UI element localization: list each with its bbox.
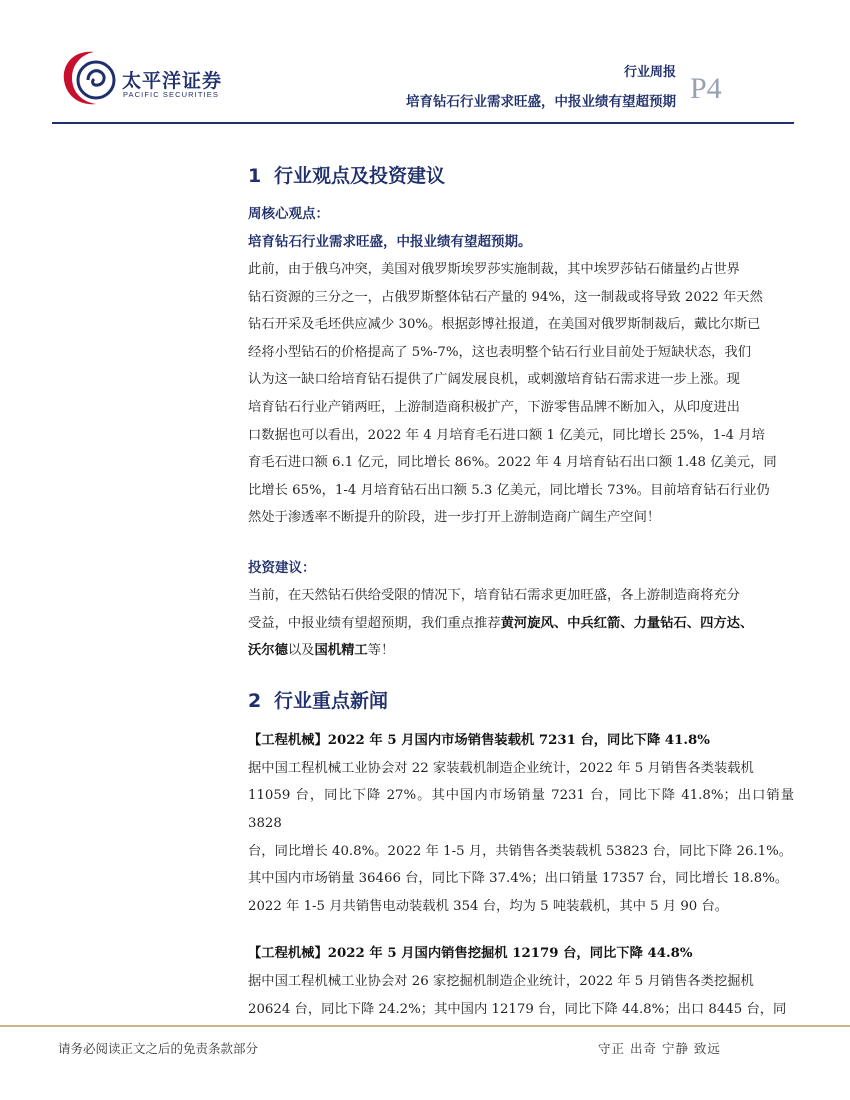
paragraph-line: 2022 年 1-5 月共销售电动装载机 354 台，均为 5 吨装载机，其中 5 月 90 台。 <box>248 898 729 914</box>
report-title: 培育钻石行业需求旺盛，中报业绩有望超预期 <box>406 94 676 110</box>
recommended-stock: 国机精工 <box>314 643 368 659</box>
header-divider <box>52 122 794 124</box>
investment-advice-paragraph <box>248 582 794 665</box>
paragraph-line: 此前，由于俄乌冲突，美国对俄罗斯埃罗莎实施制裁，其中埃罗莎钻石储量约占世界 <box>248 262 740 277</box>
footer-motto: 守正 出奇 宁静 致远 <box>598 1041 721 1056</box>
page-number: P4 <box>690 72 722 105</box>
advice-text: 以及 <box>287 643 315 659</box>
paragraph-line: 当前，在天然钻石供给受限的情况下，培育钻石需求更加旺盛，各上游制造商将充分 <box>248 587 740 603</box>
paragraph-line: 比增长 65%，1-4 月培育钻石出口额 5.3 亿美元，同比增长 73%。目前培育钻石行业仍 <box>248 482 770 498</box>
paragraph-line: 11059 台，同比下降 27%。其中国内市场销量 7231 台，同比下降 41.8%；出口销量 3828 <box>248 788 794 831</box>
paragraph-line: 经将小型钻石的价格提高了 5%-7%，这也表明整个钻石行业目前处于短缺状态，我们 <box>248 344 752 360</box>
paragraph-line <box>248 637 794 665</box>
main-content <box>248 160 794 1023</box>
section-number: 1 <box>248 165 262 187</box>
advice-text: 等！ <box>367 643 395 659</box>
section-2-heading <box>248 685 794 717</box>
paragraph-line: 20624 台，同比下降 24.2%；其中国内 12179 台，同比下降 44.8%；出口 8445 台，同 <box>248 1001 787 1017</box>
paragraph-line: 其中国内市场销量 36466 台，同比下降 37.4%；出口销量 17357 台，同比增长 18.8%。 <box>248 871 789 887</box>
report-type: 行业周报 <box>623 65 676 80</box>
logo-name-en: PACIFIC SECURITIES <box>123 90 219 99</box>
core-view-headline: 培育钻石行业需求旺盛，中报业绩有望超预期。 <box>248 234 532 250</box>
paragraph-line <box>248 610 794 638</box>
paragraph-line: 钻石开采及毛坯供应减少 30%。根据彭博社报道，在美国对俄罗斯制裁后，戴比尔斯已 <box>248 317 761 333</box>
paragraph-line: 钻石资源的三分之一，占俄罗斯整体钻石产量的 94%，这一制裁或将导致 2022 年天然 <box>248 289 763 305</box>
section-number: 2 <box>248 689 262 712</box>
core-view-paragraph <box>248 256 794 532</box>
investment-advice-label: 投资建议： <box>248 559 316 576</box>
news-title: 【工程机械】2022 年 5 月国内销售挖掘机 12179 台，同比下降 44.8% <box>248 946 693 962</box>
paragraph-line: 然处于渗透率不断提升的阶段，进一步打开上游制造商广阔生产空间！ <box>248 510 661 526</box>
core-view-label: 周核心观点： <box>248 206 329 222</box>
footer-disclaimer: 请务必阅读正文之后的免责条款部分 <box>58 1041 259 1056</box>
news-item <box>248 727 794 921</box>
news-item <box>248 940 794 1023</box>
section-title: 行业重点新闻 <box>274 689 389 712</box>
paragraph-line: 育毛石进口额 6.1 亿元，同比增长 86%。2022 年 4 月培育钻石出口额 1.48 亿美元，同 <box>248 455 777 471</box>
recommended-stocks: 黄河旋风、中兵红箭、力量钻石、四方达、 <box>500 615 754 631</box>
paragraph-line: 据中国工程机械工业协会对 22 家装载机制造企业统计，2022 年 5 月销售各类装载机 <box>248 760 754 776</box>
paragraph-line: 台，同比增长 40.8%。2022 年 1-5 月，共销售各类装载机 53823 台，同比下降 26.1%。 <box>248 843 793 859</box>
news-title: 【工程机械】2022 年 5 月国内市场销售装载机 7231 台，同比下降 41.8% <box>248 732 710 748</box>
paragraph-line: 认为这一缺口给培育钻石提供了广阔发展良机，或刺激培育钻石需求进一步上涨。现 <box>248 372 740 388</box>
footer-divider <box>0 1025 850 1027</box>
logo-name-cn: 太平洋证券 <box>122 70 223 92</box>
paragraph-line: 据中国工程机械工业协会对 26 家挖掘机制造企业统计，2022 年 5 月销售各类挖掘机 <box>248 974 754 990</box>
section-title: 行业观点及投资建议 <box>274 165 446 187</box>
advice-text: 受益，中报业绩有望超预期，我们重点推荐 <box>248 615 501 631</box>
paragraph-line: 培育钻石行业产销两旺，上游制造商积极扩产，下游零售品牌不断加入，从印度进出 <box>248 399 740 415</box>
paragraph-line: 口数据也可以看出，2022 年 4 月培育毛石进口额 1 亿美元，同比增长 25%，1-4 月培 <box>248 427 765 443</box>
section-1-heading <box>248 160 794 192</box>
recommended-stock: 沃尔德 <box>248 643 288 659</box>
company-logo-icon <box>60 46 118 108</box>
